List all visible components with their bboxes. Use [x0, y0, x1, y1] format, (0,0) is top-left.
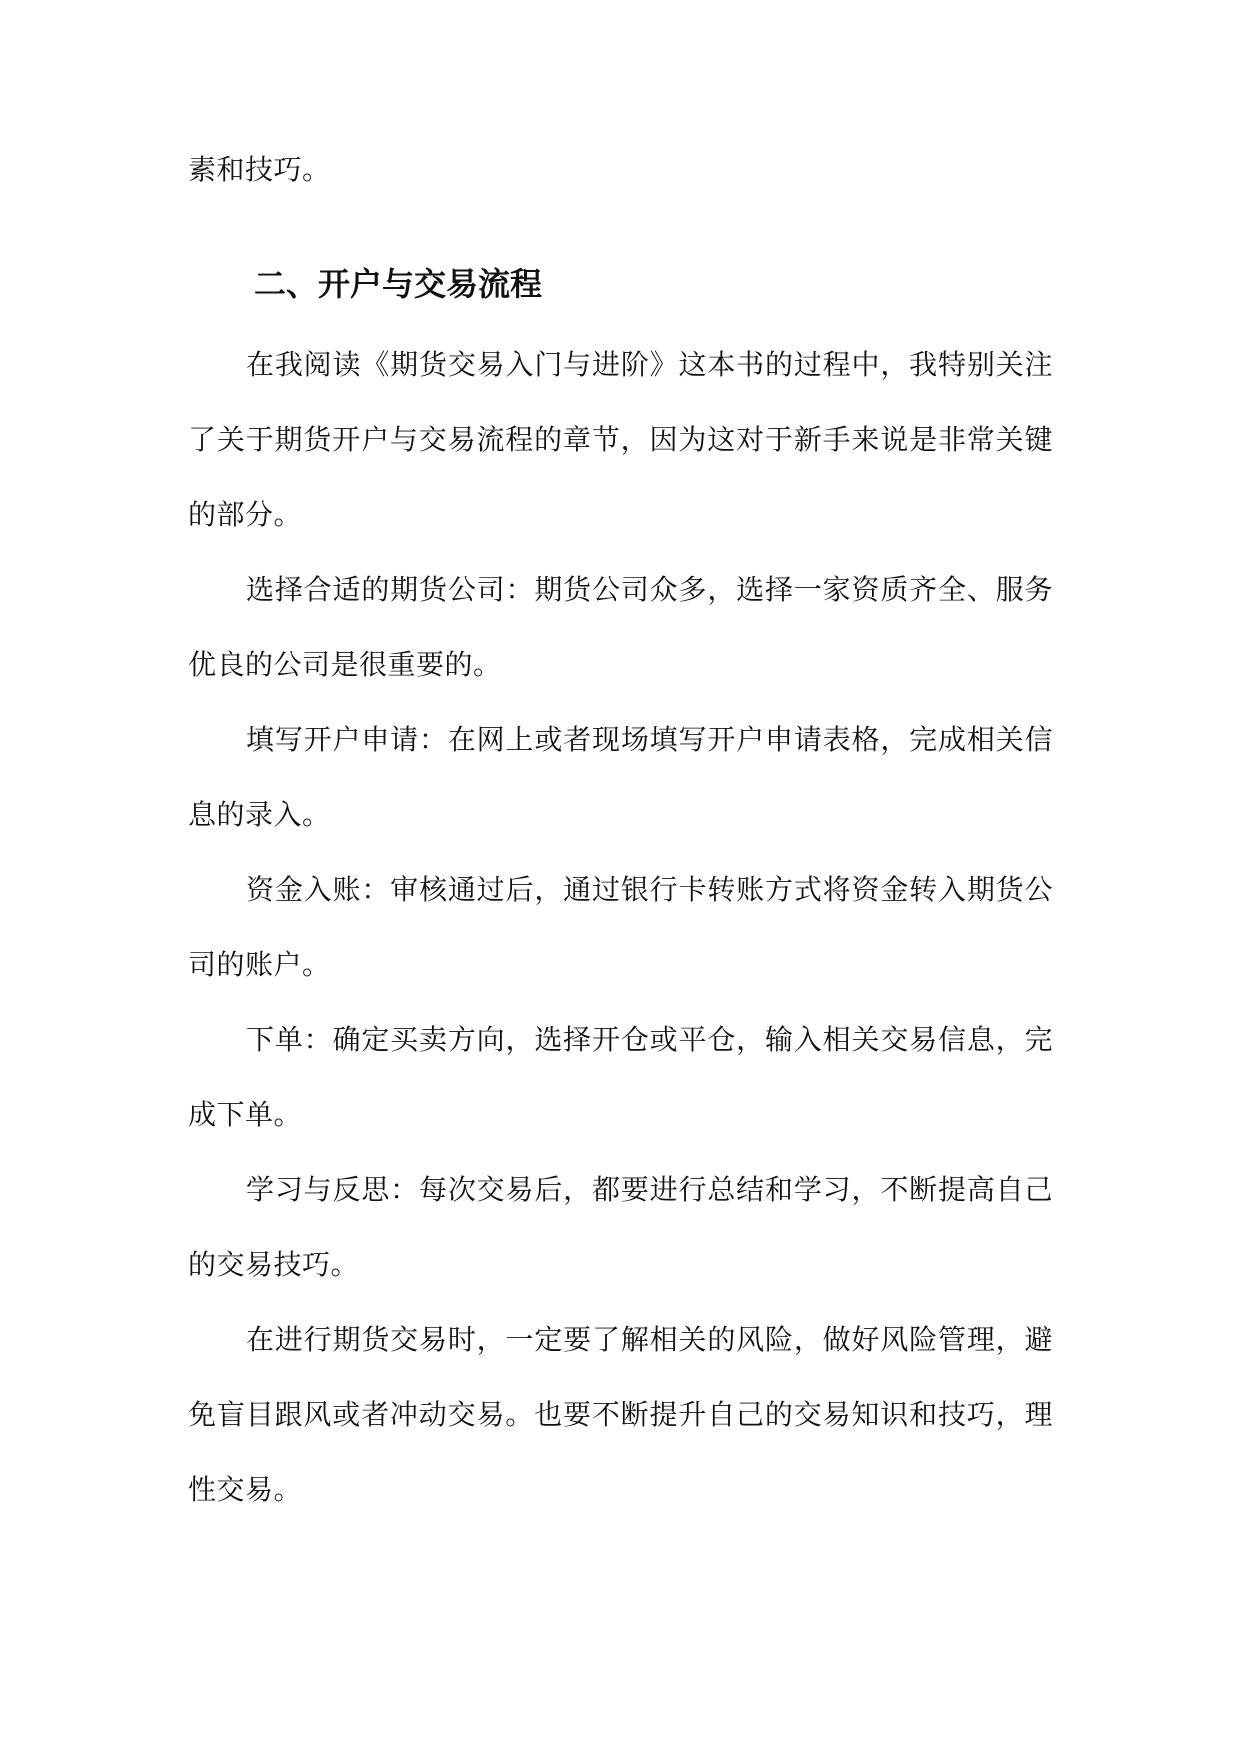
- paragraph-4-line-1: 资金入账：审核通过后，通过银行卡转账方式将资金转入期货公: [246, 873, 1053, 906]
- paragraph-2-line-2: 优良的公司是很重要的。: [188, 648, 502, 681]
- paragraph-3-line-1: 填写开户申请：在网上或者现场填写开户申请表格，完成相关信: [246, 723, 1053, 756]
- paragraph-2-line-1: 选择合适的期货公司：期货公司众多，选择一家资质齐全、服务: [246, 573, 1053, 606]
- paragraph-1-line-3: 的部分。: [188, 498, 303, 531]
- paragraph-3-line-2: 息的录入。: [188, 798, 331, 831]
- paragraph-5-line-1: 下单：确定买卖方向，选择开仓或平仓，输入相关交易信息，完: [246, 1023, 1053, 1056]
- paragraph-5-line-2: 成下单。: [188, 1098, 303, 1131]
- paragraph-7-line-3: 性交易。: [188, 1473, 303, 1506]
- paragraph-1-line-2: 了关于期货开户与交易流程的章节，因为这对于新手来说是非常关键: [188, 423, 1053, 456]
- continuation-text: 素和技巧。: [188, 153, 331, 186]
- paragraph-7-line-2: 免盲目跟风或者冲动交易。也要不断提升自己的交易知识和技巧，理: [188, 1398, 1053, 1431]
- paragraph-7-line-1: 在进行期货交易时，一定要了解相关的风险，做好风险管理，避: [246, 1323, 1053, 1356]
- paragraph-6-line-2: 的交易技巧。: [188, 1248, 360, 1281]
- paragraph-6-line-1: 学习与反思：每次交易后，都要进行总结和学习，不断提高自己: [246, 1173, 1053, 1206]
- paragraph-1-line-1: 在我阅读《期货交易入门与进阶》这本书的过程中，我特别关注: [246, 348, 1053, 381]
- paragraph-4-line-2: 司的账户。: [188, 948, 331, 981]
- section-heading: 二、开户与交易流程: [254, 265, 543, 303]
